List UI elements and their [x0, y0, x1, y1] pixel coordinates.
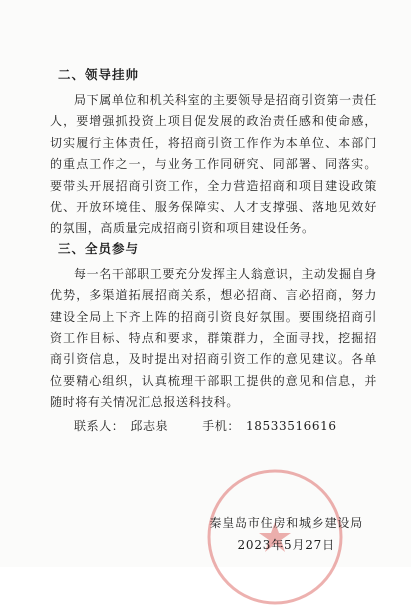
section-paragraph-all-staff: 每一名干部职工要充分发挥主人翁意识，主动发掘自身优势，多渠道拓展招商关系，想必招商、言必招商，努力建设全局上下齐上阵的招商引资良好氛围。要围绕招商引资工作目标、特点和要求，群策群力，全面寻找，挖掘招商引资信息，及时提出对招商引资工作的意见建议。各单位要精心组织，认真梳理干部职工提供的意见和信息，并随时将有关情况汇总报送科技科。 [50, 266, 377, 410]
section-heading-all-staff: 三、全员参与 [58, 240, 140, 256]
issue-date: 2023年5月27日 [237, 538, 335, 552]
contact-phone [202, 416, 336, 437]
section-heading-leadership: 二、领导挂帅 [58, 67, 140, 82]
contact-phone-label: 手机： [202, 418, 241, 433]
contact-info [50, 416, 377, 437]
signature-block [209, 512, 363, 556]
contact-person-label: 联系人： [74, 418, 125, 433]
section-paragraph-leadership: 局下属单位和机关科室的主要领导是招商引资第一责任人，要增强抓投资上项目促发展的政治责任感和使命感，切实履行主体责任，将招商引资工作作为本单位、本部门的重点工作之一，与业务工作同研究、同部署、同落实。要带头开展招商引资工作，全力营造招商和项目建设政策优、开放环境佳、服务保障实、人才支撑强、落地见效好的氛围，高质量完成招商引资和项目建设任务。 [50, 93, 377, 236]
contact-phone-number: 18533516616 [246, 418, 337, 433]
contact-person [74, 416, 168, 437]
issuing-organization: 秦皇岛市住房和城乡建设局 [209, 516, 363, 530]
contact-person-name: 邱志泉 [130, 418, 169, 433]
